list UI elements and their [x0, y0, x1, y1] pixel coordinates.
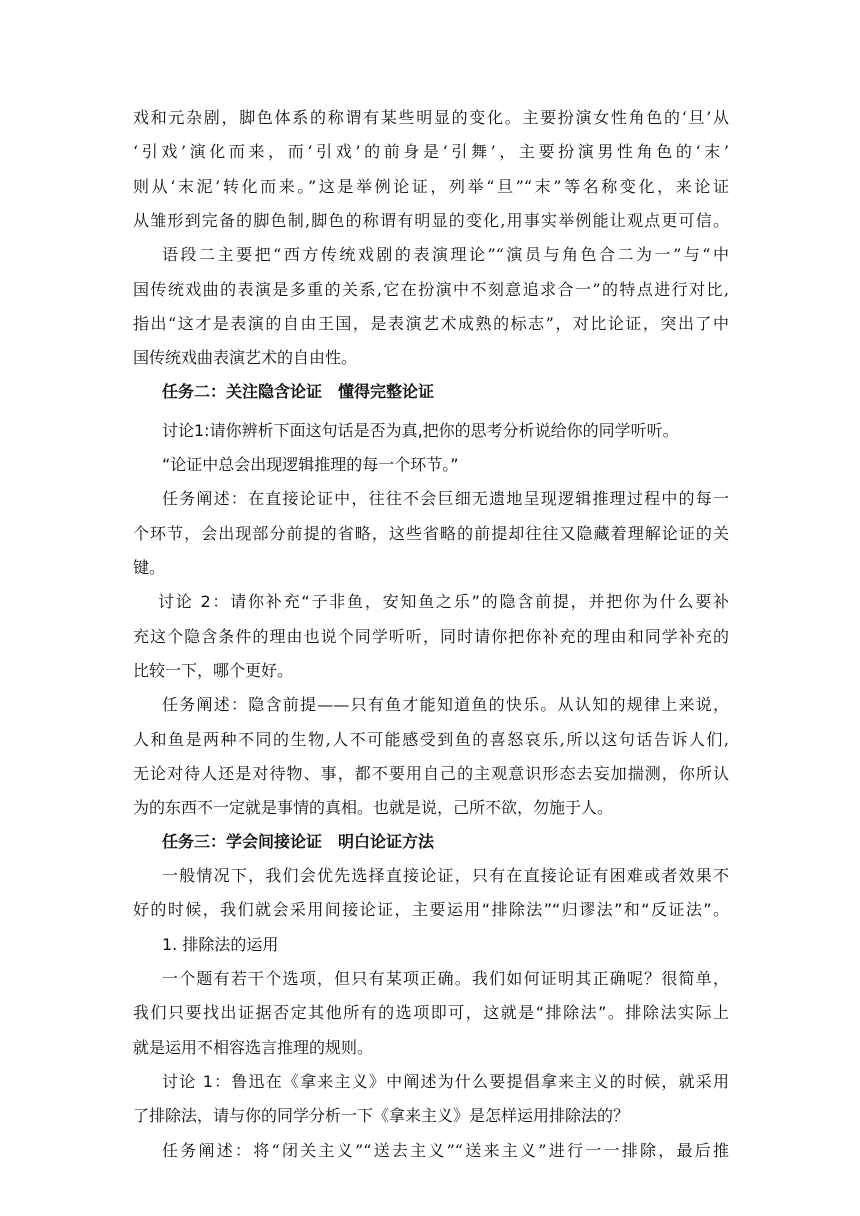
- discussion-prompt: 讨论1:请你辨析下面这句话是否为真,把你的思考分析说给你的同学听听。: [162, 421, 679, 440]
- body-text-line: 好的时候，我们就会采用间接论证，主要运用“排除法”“归谬法”和“反证法”。: [133, 900, 729, 919]
- body-text-line: 为的东西不一定就是事情的真相。也就是说，己所不欲，勿施于人。: [133, 798, 614, 817]
- body-text-line: 则从‘末泥’转化而来。”这是举例论证，列举“旦”“末”等名称变化，来论证: [133, 177, 729, 196]
- body-text-line: 人和鱼是两种不同的生物,人不可能感受到鱼的喜怒哀乐,所以这句话告诉人们,: [133, 730, 729, 749]
- body-text-line: 一般情况下，我们会优先选择直接论证，只有在直接论证有困难或者效果不: [162, 866, 729, 885]
- discussion-prompt: 讨论 2：请你补充“子非鱼，安知鱼之乐”的隐含前提，并把你为什么要补: [158, 592, 729, 611]
- body-text-line: 我们只要找出证据否定其他所有的选项即可，这就是“排除法”。排除法实际上: [133, 1003, 729, 1022]
- body-text-line: 比较一下，哪个更好。: [133, 661, 294, 680]
- body-text-line: 充这个隐含条件的理由也说个同学听听，同时请你把你补充的理由和同学补充的: [133, 627, 729, 646]
- body-text-line: 了排除法，请与你的同学分析一下《拿来主义》是怎样运用排除法的？: [133, 1106, 630, 1125]
- body-text-line: 键。: [133, 558, 166, 577]
- body-text-line: 指出“这才是表演的自由王国，是表演艺术成熟的标志”，对比论证，突出了中: [133, 314, 729, 333]
- body-text-line: 就是运用不相容选言推理的规则。: [133, 1038, 374, 1057]
- body-text-line: 任务阐述：隐含前提——只有鱼才能知道鱼的快乐。从认知的规律上来说，: [162, 695, 729, 714]
- body-text-line: 任务阐述：在直接论证中，往往不会巨细无遗地呈现逻辑推理过程中的每一: [162, 489, 729, 508]
- subsection-heading: 1. 排除法的运用: [162, 935, 279, 954]
- body-text-line: 国传统戏曲表演艺术的自由性。: [133, 348, 358, 367]
- discussion-prompt: 讨论 1：鲁迅在《拿来主义》中阐述为什么要提倡拿来主义的时候，就采用: [162, 1072, 729, 1091]
- body-text-line: 一个题有若干个选项，但只有某项正确。我们如何证明其正确呢？很简单，: [162, 969, 729, 988]
- body-text-line: 国传统戏曲的表演是多重的关系,它在扮演中不刻意追求合一”的特点进行对比,: [133, 280, 729, 299]
- body-text-line: 任务阐述：将“闭关主义”“送去主义”“送来主义”进行一一排除，最后推: [162, 1141, 729, 1160]
- body-text-line: 从雏形到完备的脚色制,脚色的称谓有明显的变化,用事实举例能让观点更可信。: [133, 211, 729, 230]
- body-text-line: ‘引戏’演化而来，而‘引戏’的前身是‘引舞’，主要扮演男性角色的‘末’: [133, 142, 729, 161]
- body-text-line: 个环节，会出现部分前提的省略，这些省略的前提却往往又隐藏着理解论证的关: [133, 524, 729, 543]
- section-heading: 任务三：学会间接论证 明白论证方法: [162, 832, 435, 851]
- body-text-line: 戏和元杂剧，脚色体系的称谓有某些明显的变化。主要扮演女性角色的‘旦’从: [133, 108, 729, 127]
- quoted-statement: “论证中总会出现逻辑推理的每一个环节。”: [162, 455, 459, 474]
- body-text-line: 语段二主要把“西方传统戏剧的表演理论”“演员与角色合二为一”与“中: [162, 245, 729, 264]
- section-heading: 任务二：关注隐含论证 懂得完整论证: [162, 382, 435, 401]
- body-text-line: 无论对待人还是对待物、事，都不要用自己的主观意识形态去妄加揣测，你所认: [133, 764, 729, 783]
